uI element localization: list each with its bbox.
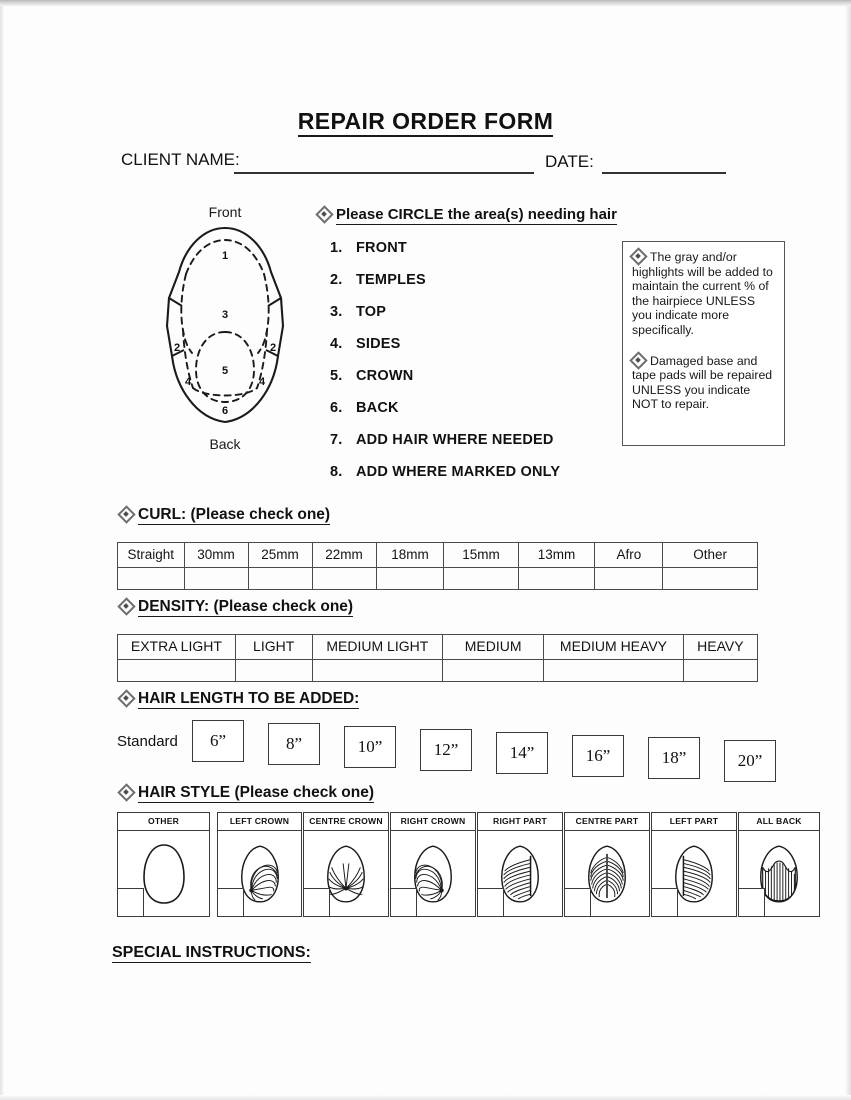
hair-style-cell-left-crown[interactable] <box>217 812 302 917</box>
hair-style-cell-right-crown[interactable] <box>390 812 476 917</box>
density-checkbox-cell[interactable] <box>118 660 236 682</box>
curl-checkbox-cell[interactable] <box>248 568 312 590</box>
list-item-label: FRONT <box>356 240 407 256</box>
list-item-number: 5. <box>330 368 343 384</box>
hair-style-checkbox[interactable] <box>738 888 765 917</box>
hair-style-options <box>117 812 802 917</box>
list-item-label: ADD HAIR WHERE NEEDED <box>356 432 554 448</box>
curl-option-label: 22mm <box>312 543 376 568</box>
hair-style-label: RIGHT PART <box>478 813 562 831</box>
curl-checkbox-cell[interactable] <box>444 568 518 590</box>
hair-style-checkbox[interactable] <box>477 888 504 917</box>
curl-option-label: 18mm <box>376 543 444 568</box>
curl-checkbox-cell[interactable] <box>518 568 595 590</box>
curl-option-label: Afro <box>595 543 663 568</box>
list-item-label: SIDES <box>356 336 401 352</box>
density-options-table <box>117 634 758 682</box>
note-text-2: Damaged base and tape pads will be repaired UNLESS you indicate NOT to repair. <box>632 353 773 412</box>
note-paragraph <box>632 250 775 338</box>
head-diagram-front-label: Front <box>208 204 242 220</box>
svg-text:2: 2 <box>173 342 181 354</box>
hair-style-label: OTHER <box>118 813 209 831</box>
density-checkbox-cell[interactable] <box>312 660 443 682</box>
list-item-number: 4. <box>330 336 343 352</box>
client-name-input[interactable] <box>234 172 534 174</box>
hair-style-cell-right-part[interactable] <box>477 812 563 917</box>
list-item-number: 2. <box>330 272 343 288</box>
curl-checkbox-cell[interactable] <box>376 568 444 590</box>
density-heading-text: DENSITY: (Please check one) <box>138 598 354 615</box>
hair-style-heading-text: HAIR STYLE (Please check one) <box>138 784 375 801</box>
list-item-label: CROWN <box>356 368 414 384</box>
svg-text:1: 1 <box>221 250 229 262</box>
curl-checkbox-cell[interactable] <box>663 568 758 590</box>
scan-edge-artifact-top <box>0 0 851 6</box>
density-option-label: EXTRA LIGHT <box>118 635 236 660</box>
list-item[interactable] <box>330 272 610 304</box>
curl-checkbox-cell[interactable] <box>595 568 663 590</box>
svg-text:4: 4 <box>258 376 266 388</box>
hair-style-heading <box>120 784 374 802</box>
scan-edge-artifact-left <box>0 6 4 1100</box>
density-checkbox-cell[interactable] <box>544 660 684 682</box>
client-name-label: CLIENT NAME: <box>121 150 240 169</box>
density-checkbox-row <box>118 660 758 682</box>
diamond-bullet-icon <box>120 692 133 705</box>
curl-option-label: Straight <box>118 543 185 568</box>
density-option-label: HEAVY <box>683 635 757 660</box>
svg-text:5: 5 <box>221 365 229 377</box>
hair-style-label: CENTRE PART <box>565 813 649 831</box>
head-zone-diagram[interactable] <box>140 204 310 452</box>
hair-style-cell-other[interactable] <box>117 812 210 917</box>
density-label-row <box>118 635 758 660</box>
diamond-bullet-icon <box>632 354 645 367</box>
hair-style-cell-centre-crown[interactable] <box>303 812 389 917</box>
curl-checkbox-cell[interactable] <box>118 568 185 590</box>
note-paragraph <box>632 354 775 412</box>
hair-style-cell-all-back[interactable] <box>738 812 820 917</box>
hair-length-box[interactable]: 8” <box>268 723 320 765</box>
density-option-label: MEDIUM HEAVY <box>544 635 684 660</box>
special-instructions-heading <box>112 944 311 962</box>
diamond-bullet-icon <box>120 508 133 521</box>
density-checkbox-cell[interactable] <box>235 660 312 682</box>
date-label: DATE: <box>545 152 594 171</box>
list-item-label: ADD WHERE MARKED ONLY <box>356 464 561 480</box>
curl-heading-text: CURL: (Please check one) <box>138 506 331 523</box>
scan-edge-artifact-bottom <box>0 1095 851 1100</box>
list-item-number: 1. <box>330 240 343 256</box>
date-input[interactable] <box>602 172 726 174</box>
curl-option-label: 15mm <box>444 543 518 568</box>
circle-areas-list <box>330 240 610 496</box>
page-title-text: REPAIR ORDER FORM <box>298 108 554 137</box>
hair-length-box[interactable]: 20” <box>724 740 776 782</box>
list-item-number: 3. <box>330 304 343 320</box>
density-option-label: MEDIUM <box>443 635 544 660</box>
curl-checkbox-row <box>118 568 758 590</box>
svg-text:6: 6 <box>221 405 229 417</box>
hair-style-checkbox[interactable] <box>117 888 144 917</box>
note-text-1: The gray and/or highlights will be added to maintain the current % of the hairpiece UNLESS you indicate more specifically. <box>632 250 773 337</box>
list-item-number: 7. <box>330 432 343 448</box>
list-item-label: TEMPLES <box>356 272 426 288</box>
curl-checkbox-cell[interactable] <box>184 568 248 590</box>
hair-length-heading <box>120 690 359 708</box>
hair-length-box[interactable]: 16” <box>572 735 624 777</box>
hair-style-label: RIGHT CROWN <box>391 813 475 831</box>
circle-areas-heading-text: Please CIRCLE the area(s) needing hair <box>336 206 617 223</box>
hair-style-label: LEFT CROWN <box>218 813 301 831</box>
density-checkbox-cell[interactable] <box>443 660 544 682</box>
hair-length-options <box>117 718 777 768</box>
list-item-label: BACK <box>356 400 399 416</box>
curl-checkbox-cell[interactable] <box>312 568 376 590</box>
hair-style-label: CENTRE CROWN <box>304 813 388 831</box>
density-option-label: LIGHT <box>235 635 312 660</box>
hair-length-box[interactable]: 18” <box>648 737 700 779</box>
list-item[interactable] <box>330 464 610 496</box>
hair-length-heading-text: HAIR LENGTH TO BE ADDED: <box>138 690 360 707</box>
hair-style-cell-left-part[interactable] <box>651 812 737 917</box>
list-item[interactable] <box>330 400 610 432</box>
head-diagram-svg[interactable] <box>150 222 300 436</box>
list-item[interactable] <box>330 432 610 464</box>
density-option-label: MEDIUM LIGHT <box>312 635 443 660</box>
scan-edge-artifact-right <box>845 6 851 1100</box>
list-item[interactable] <box>330 368 610 400</box>
hair-length-box[interactable]: 10” <box>344 726 396 768</box>
list-item-label: TOP <box>356 304 387 320</box>
list-item[interactable] <box>330 304 610 336</box>
hair-length-box[interactable]: 12” <box>420 729 472 771</box>
density-checkbox-cell[interactable] <box>683 660 757 682</box>
curl-options-table <box>117 542 758 590</box>
curl-label-row <box>118 543 758 568</box>
density-heading <box>120 598 353 616</box>
svg-text:2: 2 <box>269 342 277 354</box>
svg-text:3: 3 <box>221 309 229 321</box>
curl-option-label: 30mm <box>184 543 248 568</box>
list-item[interactable] <box>330 240 610 272</box>
diamond-bullet-icon <box>120 786 133 799</box>
list-item-number: 8. <box>330 464 343 480</box>
hair-length-box[interactable]: 6” <box>192 720 244 762</box>
circle-areas-heading <box>318 206 617 223</box>
hair-style-checkbox[interactable] <box>651 888 678 917</box>
hair-length-box[interactable]: 14” <box>496 732 548 774</box>
page-title <box>0 108 851 135</box>
diamond-bullet-icon <box>120 600 133 613</box>
hair-style-label: LEFT PART <box>652 813 736 831</box>
hair-style-label: ALL BACK <box>739 813 819 831</box>
diamond-bullet-icon <box>632 250 645 263</box>
curl-option-label: Other <box>663 543 758 568</box>
list-item[interactable] <box>330 336 610 368</box>
curl-option-label: 25mm <box>248 543 312 568</box>
hair-style-checkbox[interactable] <box>390 888 417 917</box>
diamond-bullet-icon <box>318 208 331 221</box>
hair-style-checkbox[interactable] <box>217 888 244 917</box>
hair-style-cell-centre-part[interactable] <box>564 812 650 917</box>
curl-option-label: 13mm <box>518 543 595 568</box>
hair-length-standard-label: Standard <box>117 733 178 750</box>
special-instructions-heading-text: SPECIAL INSTRUCTIONS: <box>112 944 311 961</box>
svg-text:4: 4 <box>184 376 192 388</box>
list-item-number: 6. <box>330 400 343 416</box>
hair-style-checkbox[interactable] <box>303 888 330 917</box>
hair-style-checkbox[interactable] <box>564 888 591 917</box>
curl-heading <box>120 506 330 524</box>
head-diagram-back-label: Back <box>209 436 241 452</box>
note-box <box>622 241 785 446</box>
